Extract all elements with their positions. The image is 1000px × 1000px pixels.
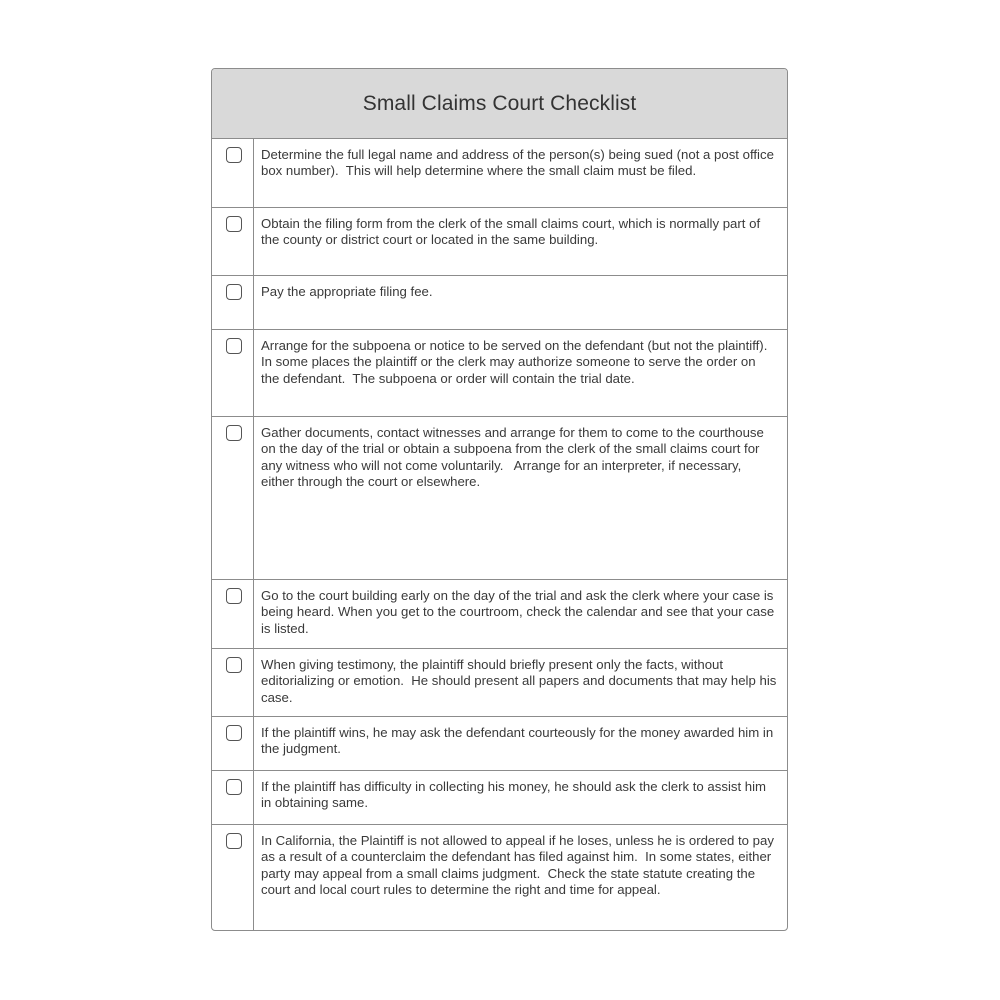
checklist-item-text: Pay the appropriate filing fee.: [261, 284, 433, 299]
checklist-item-text: When giving testimony, the plaintiff should briefly present only the facts, without editorializing or emotion. He should present all papers and documents that may help his case.: [261, 657, 781, 705]
checklist-title: Small Claims Court Checklist: [362, 91, 637, 115]
checklist-row: [212, 649, 787, 717]
checklist-row: [212, 771, 787, 825]
checklist-row: [212, 208, 787, 276]
checklist-row: [212, 825, 787, 931]
checklist-row: [212, 276, 787, 330]
checklist-row: [212, 417, 787, 580]
checkbox-item-5[interactable]: [226, 425, 242, 441]
checkbox-item-4[interactable]: [226, 338, 242, 354]
checklist-item-text: In California, the Plaintiff is not allowed to appeal if he loses, unless he is ordered to pay as a result of a counterclaim the defendant has filed against him. In some states, either party may appeal from a small claims judgment. Check the state statute creating the court and local court rules to determine the right and time for appeal.: [261, 833, 778, 897]
checklist-row: [212, 580, 787, 649]
checkbox-item-2[interactable]: [226, 216, 242, 232]
checkbox-item-7[interactable]: [226, 657, 242, 673]
checklist-item-text: Gather documents, contact witnesses and arrange for them to come to the courthouse on the day of the trial or obtain a subpoena from the clerk of the small claims court for any witness who will not come voluntarily. Arrange for an interpreter, if necessary, either through the court or elsewhere.: [261, 425, 768, 489]
checklist-row: [212, 717, 787, 771]
checkbox-item-3[interactable]: [226, 284, 242, 300]
checklist-header: [212, 69, 787, 139]
checklist-row: [212, 330, 787, 417]
checklist-table: [211, 68, 788, 931]
checklist-item-text: Arrange for the subpoena or notice to be served on the defendant (but not the plaintiff). In some places the plaintiff or the clerk may authorize someone to serve the order on the defendant. The subpoena or order will contain the trial date.: [261, 338, 772, 386]
checkbox-item-6[interactable]: [226, 588, 242, 604]
checkbox-item-1[interactable]: [226, 147, 242, 163]
checkbox-item-9[interactable]: [226, 779, 242, 795]
checklist-row: [212, 139, 787, 208]
checkbox-item-8[interactable]: [226, 725, 242, 741]
checklist-item-text: If the plaintiff has difficulty in collecting his money, he should ask the clerk to assist him in obtaining same.: [261, 779, 770, 811]
checklist-item-text: Obtain the filing form from the clerk of the small claims court, which is normally part of the county or district court or located in the same building.: [261, 216, 764, 248]
checklist-item-text: If the plaintiff wins, he may ask the defendant courteously for the money awarded him in the judgment.: [261, 725, 777, 757]
checkbox-item-10[interactable]: [226, 833, 242, 849]
checklist-item-text: Determine the full legal name and address of the person(s) being sued (not a post office box number). This will help determine where the small claim must be filed.: [261, 147, 778, 179]
checklist-item-text: Go to the court building early on the day of the trial and ask the clerk where your case is being heard. When you get to the courtroom, check the calendar and see that your case is listed.: [261, 588, 778, 636]
